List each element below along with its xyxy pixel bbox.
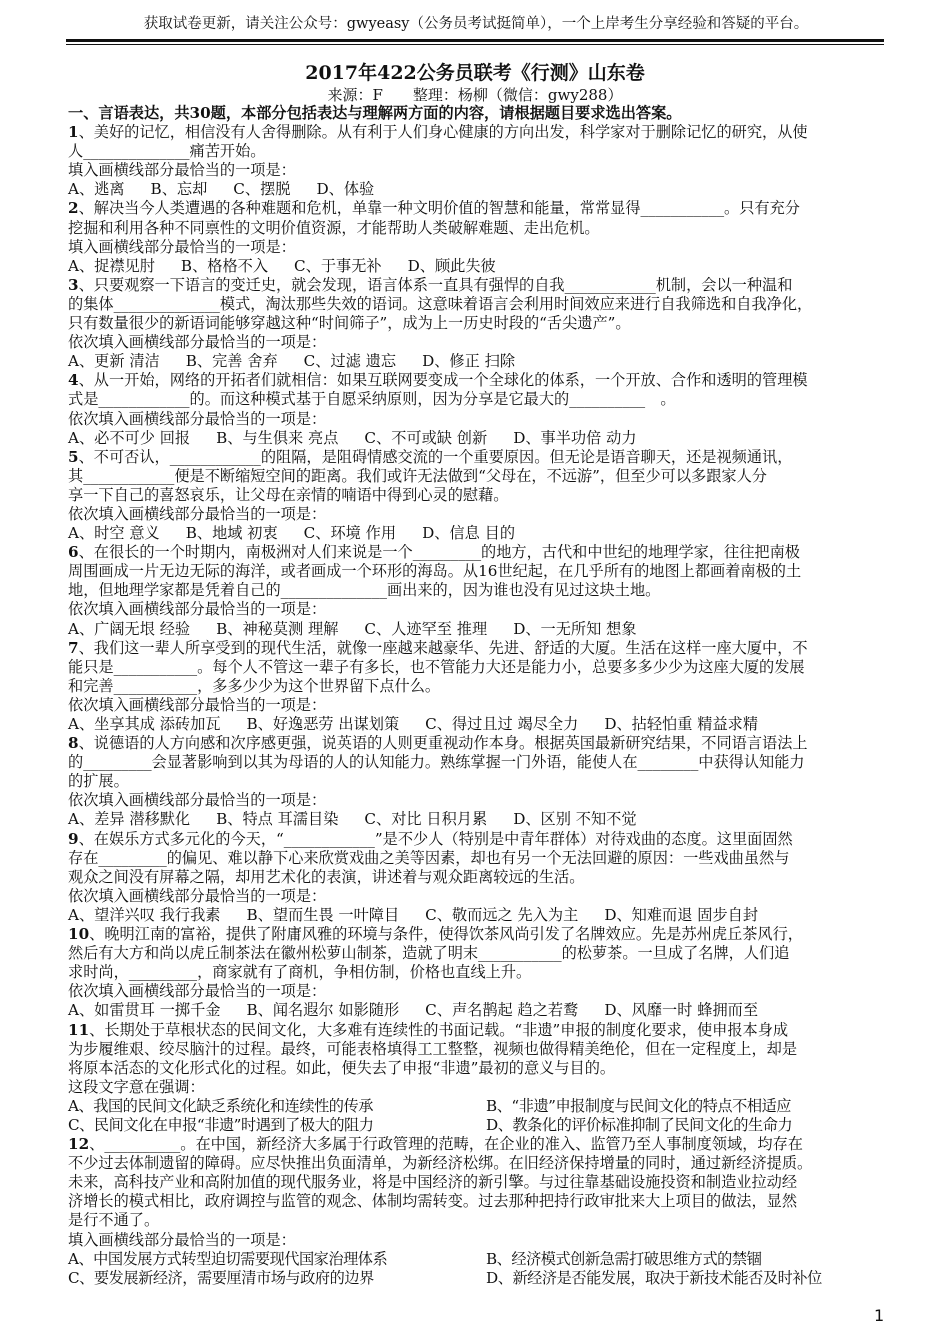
question-text-line <box>68 486 884 505</box>
question-prompt: 填入画横线部分最恰当的一项是： <box>68 161 296 180</box>
answer-option: B、特点 耳濡目染 <box>216 810 339 829</box>
question-text: 的扩展。 <box>68 772 129 791</box>
answer-option: A、坐享其成 添砖加瓦 <box>68 715 221 733</box>
question-prompt: 填入画横线部分最恰当的一项是： <box>68 1230 296 1249</box>
question-text-line <box>68 562 884 581</box>
options-row <box>68 1001 884 1020</box>
question-text: 未来，高科技产业和高附加值的现代服务业，将是中国经济的新引擎。与过往靠基础设施投资和制造业拉动经 <box>68 1173 797 1192</box>
question-text: 地，但地理学家都是凭着自己的______________画出来的，因为谁也没有见过这块土地。 <box>68 581 661 600</box>
question-text-line <box>68 734 884 753</box>
answer-option: D、教条化的评价标准抑制了民间文化的生命力 <box>486 1115 793 1134</box>
question-6 <box>68 543 884 638</box>
question-prompt: 依次填入画横线部分最恰当的一项是： <box>68 333 327 352</box>
options-row <box>68 180 884 199</box>
question-number: 8 <box>68 734 79 753</box>
question-text: 能只是___________。每个人不管这一辈子有多长，也不管能力大还是能力小，总要多多少少为这座大厦的发展 <box>68 657 805 676</box>
answer-option: B、好逸恶劳 出谋划策 <box>246 715 400 733</box>
question-prompt: 依次填入画横线部分最恰当的一项是： <box>68 409 327 428</box>
options-row <box>68 257 884 276</box>
exam-title: 2017年422公务员联考《行测》山东卷 <box>305 62 645 84</box>
page-number: 1 <box>874 1306 885 1325</box>
question-number: 5 <box>68 447 79 466</box>
question-11 <box>68 1021 884 1136</box>
options-row <box>68 810 884 829</box>
question-number: 7 <box>68 638 79 657</box>
options-row <box>68 620 884 639</box>
answer-option: D、修正 扫除 <box>422 352 516 371</box>
question-text-line <box>68 1154 884 1173</box>
options-row <box>68 352 884 371</box>
options-row <box>68 1250 884 1269</box>
answer-option: B、神秘莫测 理解 <box>216 619 339 638</box>
answer-option: D、事半功倍 动力 <box>513 428 637 447</box>
question-number: 2 <box>68 199 79 218</box>
answer-option: A、差异 潜移默化 <box>68 810 191 829</box>
answer-option: C、声名鹊起 趋之若鹜 <box>425 1001 579 1020</box>
options-row <box>68 524 884 543</box>
question-text-line <box>68 1059 884 1078</box>
question-text: 、说德语的人方向感和次序感更强，说英语的人则更重视动作本身。根据英国最新研究结果，不同语言语法上 <box>78 734 808 753</box>
question-text: 人______________痛苦开始。 <box>68 142 266 161</box>
question-text: 、不可否认，____________的阻隔，是阻碍情感交流的一个重要原因。但无论是语音聊天，还是视频通讯， <box>78 447 793 466</box>
answer-option: C、要发展新经济，需要厘清市场与政府的边界 <box>68 1268 374 1287</box>
answer-option: B、地域 初衷 <box>185 524 278 543</box>
answer-option: C、摆脱 <box>233 180 291 199</box>
answer-option: D、顾此失彼 <box>407 256 496 275</box>
question-text: 、美好的记忆，相信没有人舍得删除。从有利于人们身心健康的方向出发，科学家对于删除记忆的研究，从使 <box>78 123 808 142</box>
question-text-line <box>68 199 884 218</box>
exam-content <box>68 104 884 1288</box>
question-text-line <box>68 639 884 658</box>
question-text-line <box>68 543 884 562</box>
question-prompt: 依次填入画横线部分最恰当的一项是： <box>68 504 327 523</box>
question-number: 3 <box>68 275 79 294</box>
answer-option: B、经济模式创新急需打破思维方式的禁锢 <box>486 1249 762 1268</box>
answer-option: D、一无所知 想象 <box>513 619 637 638</box>
question-text-line <box>68 371 884 390</box>
question-number: 4 <box>68 371 79 390</box>
question-text-line <box>68 390 884 409</box>
answer-option: D、新经济是否能发展，取决于新技术能否及时补位 <box>486 1268 822 1287</box>
answer-option: B、与生俱来 亮点 <box>216 428 339 447</box>
answer-option: A、中国发展方式转型迫切需要现代国家治理体系 <box>68 1249 388 1268</box>
question-text: 济增长的模式相比，政府调控与监管的观念、体制均需转变。过去那种把持行政审批来大上项目的做法，显然 <box>68 1192 797 1211</box>
answer-option: A、捉襟见肘 <box>68 256 155 275</box>
question-text: 享一下自己的喜怒哀乐，让父母在亲情的喃语中得到心灵的慰藉。 <box>68 485 509 504</box>
question-text: 式是____________的。而这种模式基于自愿采纳原则，因为分享是它最大的__________ 。 <box>68 390 676 409</box>
options-row <box>68 1097 884 1116</box>
question-8 <box>68 734 884 829</box>
question-text: 、晚明江南的富裕，提供了附庸风雅的环境与条件，使得饮茶风尚引发了名牌效应。先是苏州虎丘茶风行， <box>89 925 803 944</box>
question-2 <box>68 199 884 275</box>
question-text-line <box>68 677 884 696</box>
question-prompt: 依次填入画横线部分最恰当的一项是： <box>68 695 327 714</box>
answer-option: A、必不可少 回报 <box>68 428 191 447</box>
question-text: 只有数量很少的新语词能够穿越这种“时间筛子”，成为上一历史时段的“舌尖遗产”。 <box>68 314 631 333</box>
question-text-line <box>68 142 884 161</box>
question-text: 不少过去体制遗留的障碍。应尽快推出负面清单，为新经济松绑。在旧经济保持增量的同时，通过新经济提质。 <box>68 1154 813 1173</box>
question-text: 其____________便是不断缩短空间的距离。我们或许无法做到“父母在，不远游”，但至少可以多跟家人分 <box>68 466 767 485</box>
question-text-line <box>68 314 884 333</box>
question-text-line <box>68 1211 884 1230</box>
question-text-line <box>68 772 884 791</box>
answer-option: A、时空 意义 <box>68 524 160 543</box>
question-number: 6 <box>68 543 79 562</box>
question-prompt: 依次填入画横线部分最恰当的一项是： <box>68 982 327 1001</box>
question-text-line <box>68 581 884 600</box>
question-prompt: 依次填入画横线部分最恰当的一项是： <box>68 791 327 810</box>
answer-option: C、环境 作用 <box>303 524 397 543</box>
question-text-line <box>68 868 884 887</box>
question-text: 为步履维艰、绞尽脑汁的过程。最终，可能表格填得工工整整，视频也做得精美绝伦，但在一定程度上，却是 <box>68 1039 797 1058</box>
question-text-line <box>68 219 884 238</box>
header-rule-thin <box>66 44 884 45</box>
question-text-line <box>68 658 884 677</box>
question-text-line <box>68 925 884 944</box>
question-text-line <box>68 944 884 963</box>
promo-banner: 获取试卷更新，请关注公众号：gwyeasy（公务员考试挺简单），一个上岸考生分享经验和答疑的平台。 <box>143 16 809 32</box>
answer-option: D、风靡一时 蜂拥而至 <box>604 1001 759 1020</box>
answer-option: A、更新 清洁 <box>68 352 160 371</box>
question-text-line <box>68 123 884 142</box>
question-text: 、在很长的一个时期内，南极洲对人们来说是一个_________的地方，古代和中世纪的地理学家，往往把南极 <box>78 543 800 562</box>
question-number: 11 <box>68 1020 90 1039</box>
options-row <box>68 1269 884 1288</box>
options-row <box>68 715 884 734</box>
header-rule-thick <box>66 39 884 42</box>
question-text-line <box>68 276 884 295</box>
question-text-line <box>68 1040 884 1059</box>
answer-option: B、望而生畏 一叶障目 <box>246 905 400 924</box>
answer-option: D、信息 目的 <box>422 524 516 543</box>
answer-option: A、我国的民间文化缺乏系统化和连续性的传承 <box>68 1096 373 1115</box>
question-number: 9 <box>68 829 79 848</box>
answer-option: C、敬而远之 先入为主 <box>425 905 579 924</box>
answer-option: B、闻名遐尔 如影随形 <box>246 1001 400 1020</box>
answer-option: D、拈轻怕重 精益求精 <box>604 715 759 733</box>
question-text: 、在娱乐方式多元化的今天，“____________”是不少人（特别是中青年群体）对待戏曲的态度。这里面固然 <box>78 829 793 848</box>
source-credit: 来源：F 整理：杨柳（微信：gwy288） <box>327 86 623 104</box>
question-prompt: 填入画横线部分最恰当的一项是： <box>68 237 296 256</box>
question-text: 、__________。在中国，新经济大多属于行政管理的范畴，在企业的准入、监管乃至人事制度领域，均存在 <box>89 1135 803 1154</box>
answer-option: C、于事无补 <box>294 256 382 275</box>
answer-option: C、得过且过 竭尽全力 <box>425 715 579 733</box>
answer-option: B、格格不入 <box>180 256 269 275</box>
answer-option: A、逃离 <box>68 180 125 199</box>
answer-option: C、人迹罕至 推理 <box>364 619 488 638</box>
question-text: 的集体______________模式，淘汰那些失效的语词。这意味着语言会利用时间效应来进行自我筛选和自我净化， <box>68 294 813 313</box>
question-list <box>68 123 884 1288</box>
question-text: 将原本活态的文化形式化的过程。如此，便失去了申报“非遗”最初的意义与目的。 <box>68 1058 616 1077</box>
question-text: 求时尚，_________，商家就有了商机，争相仿制，价格也直线上升。 <box>68 963 532 982</box>
question-9 <box>68 830 884 925</box>
question-text: 挖掘和利用各种不同禀性的文明价值资源，才能帮助人类破解难题、走出危机。 <box>68 218 600 237</box>
question-prompt: 依次填入画横线部分最恰当的一项是： <box>68 600 327 619</box>
question-text-line <box>68 963 884 982</box>
answer-option: D、区别 不知不觉 <box>513 810 637 829</box>
options-row <box>68 1116 884 1135</box>
question-prompt: 依次填入画横线部分最恰当的一项是： <box>68 886 327 905</box>
question-text-line <box>68 467 884 486</box>
question-number: 12 <box>68 1135 90 1154</box>
question-text: 、只要观察一下语言的变迁史，就会发现，语言体系一直具有强悍的自我____________机制，会以一种温和 <box>78 275 793 294</box>
question-text: 周围画成一片无边无际的海洋，或者画成一个环形的海岛。从16世纪起，在几乎所有的地图上都画着南极的土 <box>68 562 802 581</box>
answer-option: B、“非遗”申报制度与民间文化的特点不相适应 <box>486 1096 792 1115</box>
answer-option: C、民间文化在申报“非遗”时遇到了极大的阻力 <box>68 1115 374 1134</box>
question-12 <box>68 1135 884 1288</box>
question-prompt: 这段文字意在强调： <box>68 1077 205 1096</box>
question-number: 1 <box>68 123 79 142</box>
answer-option: D、知难而退 固步自封 <box>604 905 759 924</box>
question-text: 、解决当今人类遭遇的各种难题和危机，单靠一种文明价值的智慧和能量，常常显得___________。只有充分 <box>78 199 800 218</box>
question-text-line <box>68 849 884 868</box>
question-1 <box>68 123 884 199</box>
question-text: 然后有大方和尚以虎丘制茶法在徽州松萝山制茶，造就了明末___________的松萝茶。一旦成了名牌，人们追 <box>68 944 790 963</box>
question-3 <box>68 276 884 371</box>
options-row <box>68 429 884 448</box>
question-text: 、从一开始，网络的开拓者们就相信：如果互联网要变成一个全球化的体系，一个开放、合作和透明的管理模 <box>78 371 808 390</box>
answer-option: C、过滤 遗忘 <box>303 352 397 371</box>
answer-option: C、对比 日积月累 <box>364 810 488 829</box>
answer-option: A、望洋兴叹 我行我素 <box>68 905 221 924</box>
question-10 <box>68 925 884 1020</box>
answer-option: A、如雷贯耳 一掷千金 <box>68 1001 221 1020</box>
answer-option: A、广阔无垠 经验 <box>68 619 191 638</box>
answer-option: B、忘却 <box>150 180 208 199</box>
question-text: 存在_________的偏见、难以静下心来欣赏戏曲之美等因素，却也有另一个无法回避的原因：一些戏曲虽然与 <box>68 848 790 867</box>
answer-option: B、完善 舍弃 <box>185 352 278 371</box>
answer-option: C、不可或缺 创新 <box>364 428 488 447</box>
question-text: 是行不通了。 <box>68 1211 160 1230</box>
question-text-line <box>68 1135 884 1154</box>
question-text-line <box>68 448 884 467</box>
question-text: 、长期处于草根状态的民间文化，大多难有连续性的书面记载。“非遗”申报的制度化要求，使申报本身成 <box>89 1020 789 1039</box>
question-text-line <box>68 1192 884 1211</box>
question-text: 和完善___________，多多少少为这个世界留下点什么。 <box>68 676 441 695</box>
question-text: 的_________会显著影响到以其为母语的人的认知能力。熟练掌握一门外语，能使人在________中获得认知能力 <box>68 753 805 772</box>
options-row <box>68 906 884 925</box>
answer-option: D、体验 <box>316 180 375 199</box>
question-text: 、我们这一辈人所享受到的现代生活，就像一座越来越豪华、先进、舒适的大厦。生活在这样一座大厦中，不 <box>78 638 808 657</box>
question-text-line <box>68 753 884 772</box>
question-text-line <box>68 1173 884 1192</box>
question-7 <box>68 639 884 734</box>
question-number: 10 <box>68 925 90 944</box>
question-text-line <box>68 1021 884 1040</box>
question-4 <box>68 371 884 447</box>
question-text-line <box>68 830 884 849</box>
section-heading: 一、言语表达，共30题，本部分包括表达与理解两方面的内容，请根据题目要求选出答案。 <box>68 104 682 122</box>
question-text: 观众之间没有屏幕之隔，却用艺术化的表演，讲述着与观众距离较远的生活。 <box>68 867 585 886</box>
question-5 <box>68 448 884 543</box>
question-text-line <box>68 295 884 314</box>
